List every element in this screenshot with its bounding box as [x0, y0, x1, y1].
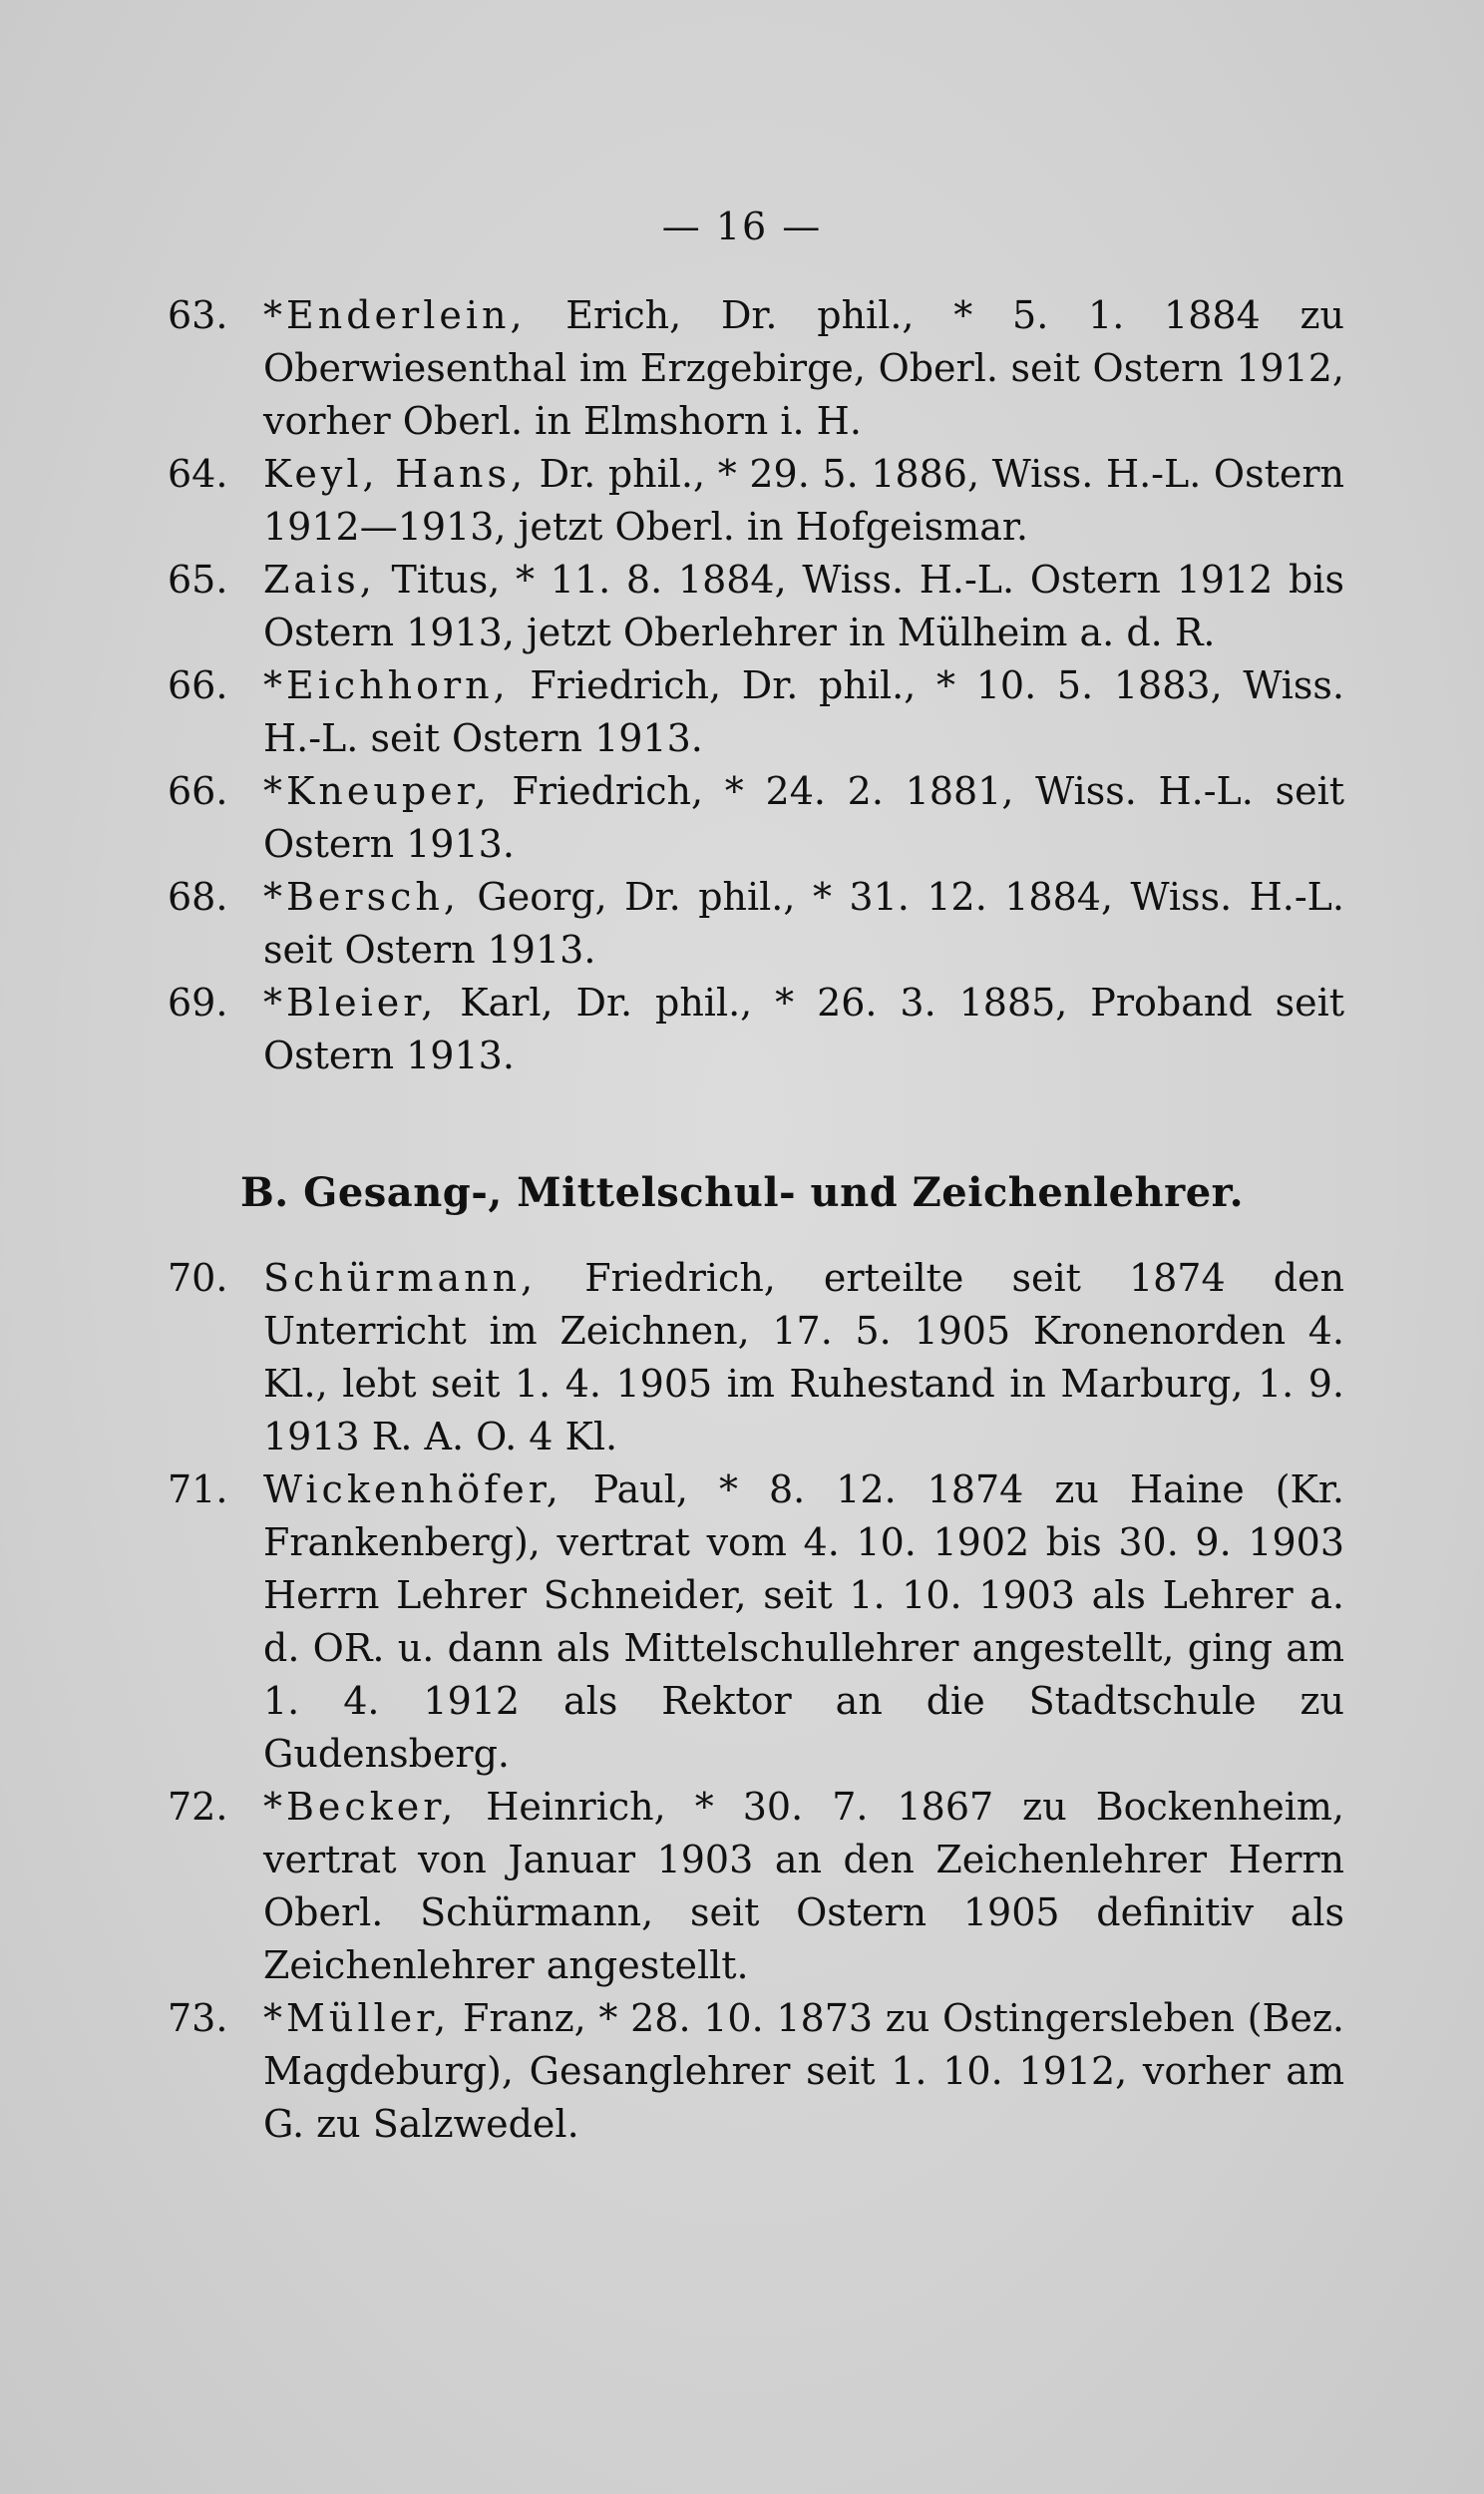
entry-number: 71.: [168, 1467, 228, 1511]
entry-number: 73.: [168, 1996, 228, 2040]
entry-text: Erich, Dr. phil., * 5. 1. 1884 zu Oberwiesenthal im Erzgebirge, Oberl. seit Ostern 1912, vorher Oberl. in Elmshorn i. H.: [263, 293, 1344, 443]
entry-name: *Müller,: [263, 1996, 451, 2040]
entry-text: Friedrich, Dr. phil., * 10. 5. 1883, Wiss. H.-L. seit Ostern 1913.: [263, 663, 1344, 760]
entry-name: *Bersch,: [263, 875, 460, 919]
entry-number: 66.: [168, 663, 228, 707]
list-item: [168, 765, 1344, 871]
entry-list-b: [168, 1252, 1344, 2151]
list-item: [168, 1781, 1344, 1992]
entry-text: Franz, * 28. 10. 1873 zu Ostingersleben (Bez. Magdeburg), Gesanglehrer seit 1. 10. 1912, vorher am G. zu Salzwedel.: [263, 1996, 1344, 2146]
entry-name: Wickenhöfer,: [263, 1467, 562, 1511]
entry-number: 63.: [168, 293, 228, 337]
list-item: [168, 554, 1344, 659]
entry-text: Dr. phil., * 29. 5. 1886, Wiss. H.-L. Ostern 1912—1913, jetzt Oberl. in Hofgeismar.: [263, 452, 1344, 549]
entry-name: *Becker,: [263, 1785, 458, 1829]
entry-name: Keyl, Hans,: [263, 452, 528, 496]
entry-text: Georg, Dr. phil., * 31. 12. 1884, Wiss. H.-L. seit Ostern 1913.: [263, 875, 1344, 972]
list-item: [168, 1252, 1344, 1463]
list-item: [168, 448, 1344, 554]
entry-text: Friedrich, * 24. 2. 1881, Wiss. H.-L. seit Ostern 1913.: [263, 769, 1344, 866]
list-item: [168, 1992, 1344, 2151]
entry-number: 64.: [168, 452, 228, 496]
entry-text: Titus, * 11. 8. 1884, Wiss. H.-L. Ostern 1912 bis Ostern 1913, jetzt Oberlehrer in Mülheim a. d. R.: [263, 558, 1344, 654]
entry-text: Friedrich, erteilte seit 1874 den Unterricht im Zeichnen, 17. 5. 1905 Kronenorden 4. Kl., lebt seit 1. 4. 1905 im Ruhestand in Marburg, 1. 9. 1913 R. A. O. 4 Kl.: [263, 1256, 1344, 1458]
list-item: [168, 871, 1344, 977]
list-item: [168, 289, 1344, 448]
entry-list-a: [168, 289, 1344, 1082]
entry-number: 66.: [168, 769, 228, 813]
entry-name: *Kneuper,: [263, 769, 491, 813]
entry-number: 70.: [168, 1256, 228, 1300]
entry-number: 72.: [168, 1785, 228, 1829]
entry-text: Karl, Dr. phil., * 26. 3. 1885, Proband seit Ostern 1913.: [263, 981, 1344, 1077]
entry-name: Zais,: [263, 558, 376, 602]
entry-name: *Bleier,: [263, 981, 438, 1025]
entry-number: 69.: [168, 981, 228, 1025]
entry-name: *Enderlein,: [263, 293, 527, 337]
entry-text: Paul, * 8. 12. 1874 zu Haine (Kr. Frankenberg), vertrat vom 4. 10. 1902 bis 30. 9. 1903 Herrn Lehrer Schneider, seit 1. 10. 1903 als Lehrer a. d. OR. u. dann als Mittelschullehrer angestellt, ging am 1. 4. 1912 als Rektor an die Stadtschule zu Gudensberg.: [263, 1467, 1344, 1776]
list-item: [168, 1463, 1344, 1781]
list-item: [168, 977, 1344, 1082]
entry-text: Heinrich, * 30. 7. 1867 zu Bockenheim, vertrat von Januar 1903 an den Zeichenlehrer Herrn Oberl. Schürmann, seit Ostern 1905 definitiv als Zeichenlehrer angestellt.: [263, 1785, 1344, 1987]
list-item: [168, 659, 1344, 765]
page-number: — 16 —: [661, 205, 823, 248]
entry-number: 65.: [168, 558, 228, 602]
section-heading: B. Gesang-, Mittelschul- und Zeichenlehrer.: [240, 1169, 1244, 1216]
entry-name: Schürmann,: [263, 1256, 538, 1300]
entry-number: 68.: [168, 875, 228, 919]
entry-name: *Eichhorn,: [263, 663, 510, 707]
